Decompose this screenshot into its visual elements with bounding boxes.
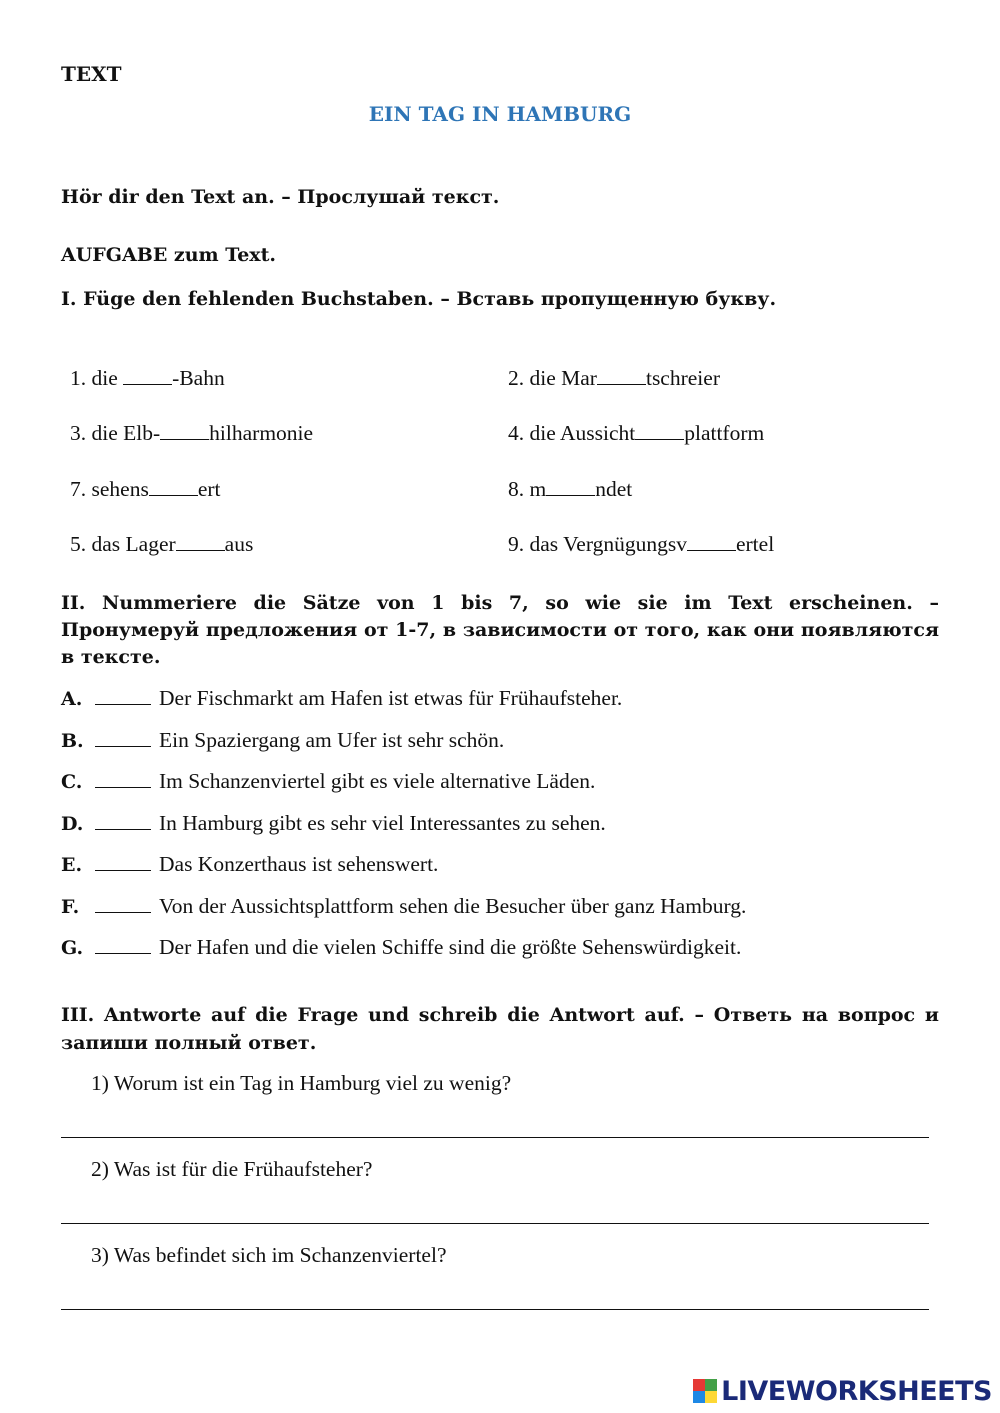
sentence-row: [61, 728, 504, 753]
sentence-letter: E.: [61, 854, 83, 876]
section-label: TEXT: [61, 62, 122, 86]
sentence-row: [61, 852, 438, 877]
word-part: m: [529, 477, 547, 501]
item-number: 8.: [508, 477, 525, 501]
question: 1) Worum ist ein Tag in Hamburg viel zu wenig?: [91, 1071, 512, 1095]
sentence-row: [61, 935, 741, 960]
number-blank[interactable]: [95, 811, 151, 830]
word-part: die Mar: [529, 366, 597, 390]
letter-blank[interactable]: [546, 477, 595, 496]
sentence-text: Der Hafen und die vielen Schiffe sind die größte Sehenswürdigkeit.: [159, 935, 742, 959]
word-part: sehens: [91, 477, 149, 501]
task1-item: [508, 421, 764, 446]
sentence-text: Ein Spaziergang am Ufer ist sehr schön.: [159, 728, 505, 752]
item-number: 2.: [508, 366, 525, 390]
sentence-text: Im Schanzenviertel gibt es viele alternative Läden.: [159, 769, 596, 793]
item-number: 1.: [70, 366, 87, 390]
sentence-text: Von der Aussichtsplattform sehen die Besucher über ganz Hamburg.: [159, 894, 747, 918]
letter-blank[interactable]: [149, 477, 198, 496]
word-part: plattform: [684, 421, 765, 445]
task1-item: [70, 366, 225, 391]
item-number: 9.: [508, 532, 525, 556]
letter-blank[interactable]: [597, 366, 646, 385]
task3-heading: III. Antworte auf die Frage und schreib die Antwort auf. – Ответь на вопрос и запиши полный ответ.: [61, 1004, 939, 1054]
question: 2) Was ist für die Frühaufsteher?: [91, 1157, 373, 1181]
liveworksheets-logo: [693, 1373, 992, 1409]
letter-blank[interactable]: [176, 532, 225, 551]
word-part: -Bahn: [172, 366, 225, 390]
task1-item: [508, 477, 632, 502]
item-number: 3.: [70, 421, 87, 445]
number-blank[interactable]: [95, 894, 151, 913]
letter-blank[interactable]: [123, 366, 172, 385]
page-title: EIN TAG IN HAMBURG: [368, 102, 632, 126]
sentence-text: Der Fischmarkt am Hafen ist etwas für Frühaufsteher.: [159, 686, 623, 710]
number-blank[interactable]: [95, 728, 151, 747]
number-blank[interactable]: [95, 935, 151, 954]
word-part: aus: [224, 532, 254, 556]
task1-item: [70, 421, 313, 446]
item-number: 5.: [70, 532, 87, 556]
task1-item: [508, 532, 774, 557]
word-part: das Vergnügungsv: [529, 532, 687, 556]
item-number: 4.: [508, 421, 525, 445]
task2-heading: II. Nummeriere die Sätze von 1 bis 7, so wie sie im Text erscheinen. – Пронумеруй предложения от 1-7, в зависимости от того, как они появляются в тексте.: [61, 592, 939, 668]
sentence-text: Das Konzerthaus ist sehenswert.: [159, 852, 439, 876]
item-number: 7.: [70, 477, 87, 501]
task1-item: [508, 366, 720, 391]
task1-item: [70, 477, 221, 502]
sentence-letter: F.: [61, 896, 80, 918]
word-part: die Aussicht: [529, 421, 636, 445]
letter-blank[interactable]: [635, 421, 684, 440]
word-part: ertel: [735, 532, 775, 556]
word-part: die Elb-: [91, 421, 161, 445]
number-blank[interactable]: [95, 686, 151, 705]
sentence-letter: C.: [61, 771, 83, 793]
listen-instruction: Hör dir den Text an. – Прослушай текст.: [61, 186, 500, 208]
sentence-row: [61, 686, 622, 711]
word-part: ndet: [595, 477, 633, 501]
word-part: tschreier: [645, 366, 720, 390]
sentence-letter: D.: [61, 813, 84, 835]
letter-blank[interactable]: [160, 421, 209, 440]
sentence-text: In Hamburg gibt es sehr viel Interessantes zu sehen.: [159, 811, 606, 835]
logo-text: LIVEWORKSHEETS: [721, 1375, 992, 1407]
task1-heading: I. Füge den fehlenden Buchstaben. – Вставь пропущенную букву.: [61, 288, 777, 310]
answer-line[interactable]: [61, 1137, 929, 1138]
task1-item: [70, 532, 253, 557]
word-part: die: [91, 366, 124, 390]
question: 3) Was befindet sich im Schanzenviertel?: [91, 1243, 447, 1267]
sentence-row: [61, 769, 595, 794]
sentence-row: [61, 894, 746, 919]
task-heading: AUFGABE zum Text.: [61, 244, 277, 266]
logo-grid-icon: [693, 1379, 717, 1403]
sentence-letter: B.: [61, 730, 84, 752]
number-blank[interactable]: [95, 769, 151, 788]
answer-line[interactable]: [61, 1309, 929, 1310]
sentence-letter: A.: [61, 688, 83, 710]
word-part: hilharmonie: [209, 421, 314, 445]
answer-line[interactable]: [61, 1223, 929, 1224]
letter-blank[interactable]: [687, 532, 736, 551]
word-part: ert: [197, 477, 221, 501]
sentence-letter: G.: [61, 937, 84, 959]
number-blank[interactable]: [95, 852, 151, 871]
sentence-row: [61, 811, 606, 836]
word-part: das Lager: [91, 532, 176, 556]
